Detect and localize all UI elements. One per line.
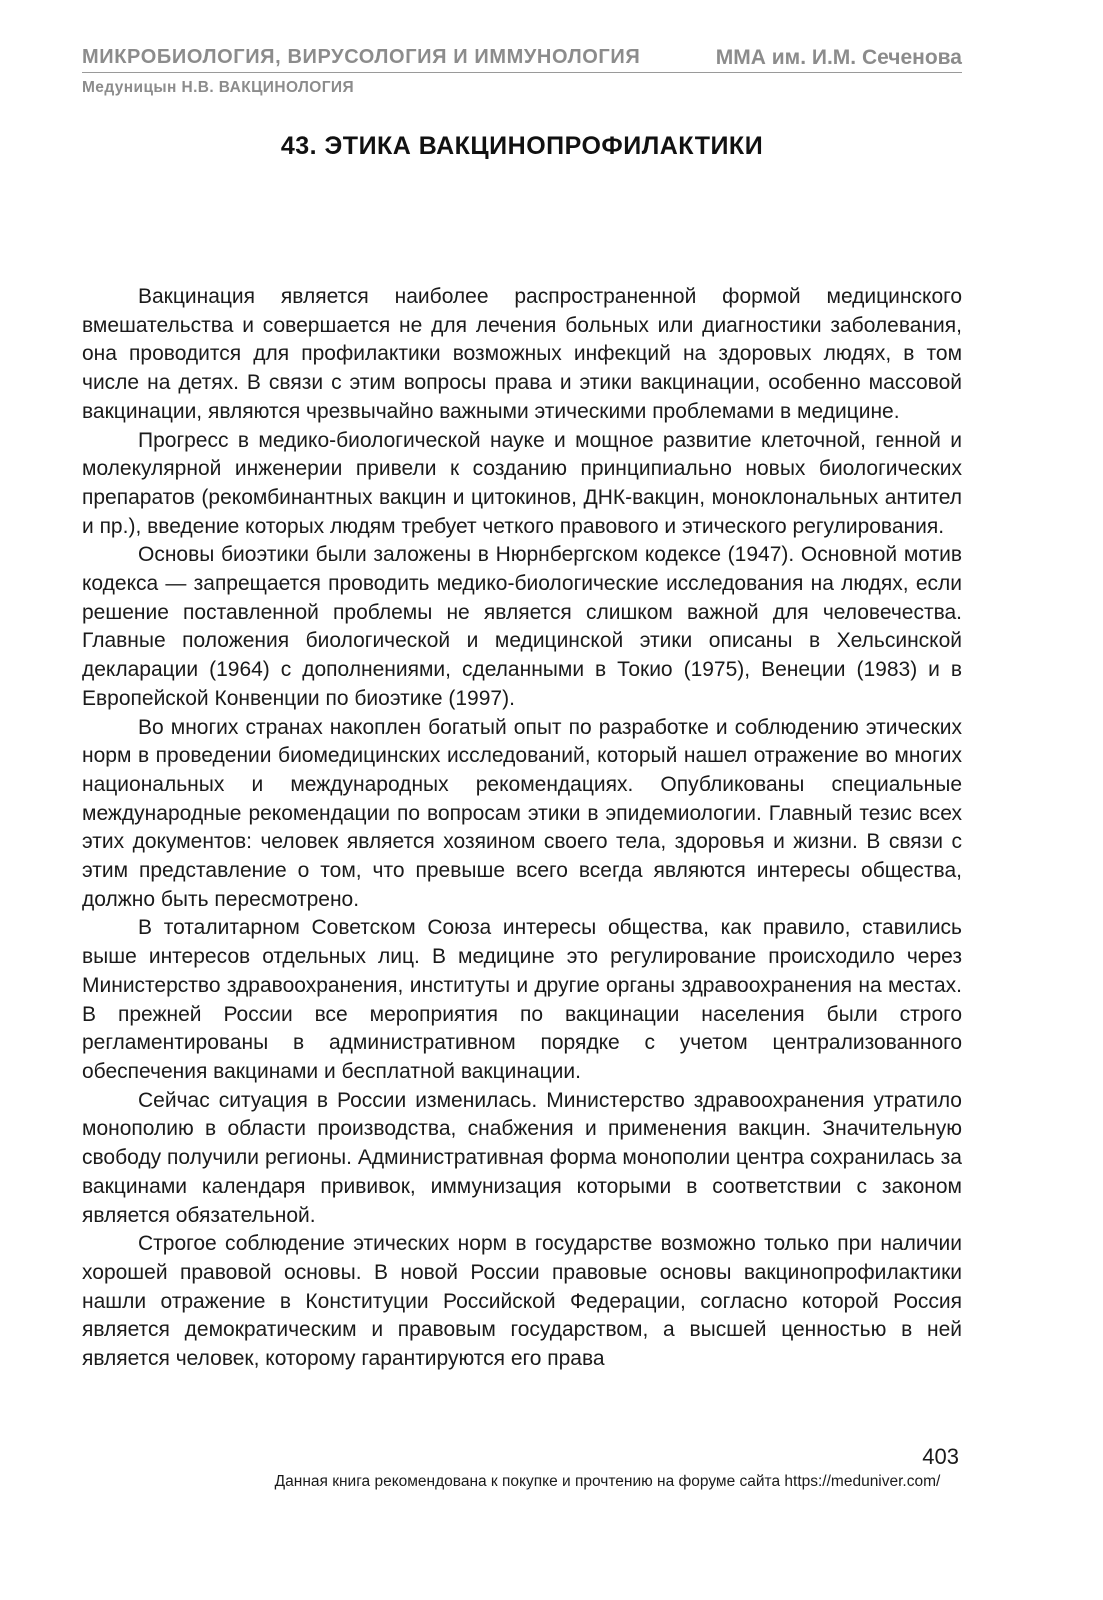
paragraph: В тоталитарном Советском Союза интересы общества, как правило, ставились выше интересов отдельных лиц. В медицине это регулирование происходило через Министерство здравоохранения, институты и другие органы здравоохранения на местах. В прежней России все мероприятия по вакцинации населения были строго регламентированы в административном порядке с учетом централизованного обеспечения вакцинами и бесплатной вакцинации. — [82, 916, 962, 1083]
header-institution: ММА им. И.М. Сеченова — [715, 46, 962, 69]
footer-note: Данная книга рекомендована к покупке и прочтению на форуме сайта https://meduniver.com/ — [274, 1473, 941, 1490]
chapter-title: 43. ЭТИКА ВАКЦИНОПРОФИЛАКТИКИ — [280, 132, 764, 160]
header-book-title: Медуницын Н.В. ВАКЦИНОЛОГИЯ — [82, 79, 355, 96]
paragraph: Основы биоэтики были заложены в Нюрнбергском кодексе (1947). Основной мотив кодекса — запрещается проводить медико-биологические исследования на людях, если решение поставленной проблемы не является слишком важной для человечества. Главные положения биологической и медицинской этики описаны в Хельсинской декларации (1964) с дополнениями, сделанными в Токио (1975), Венеции (1983) и в Европейской Конвенции по биоэтике (1997). — [82, 543, 962, 710]
paragraph: Сейчас ситуация в России изменилась. Министерство здравоохранения утратило монополию в области производства, снабжения и применения вакцин. Значительную свободу получили регионы. Административная форма монополии центра сохранилась за вакцинами календаря прививок, иммунизация которыми в соответствии с законом является обязательной. — [82, 1088, 962, 1227]
page-number: 403 — [922, 1444, 959, 1469]
chapter-body — [82, 283, 962, 1374]
paragraph: Прогресс в медико-биологической науке и мощное развитие клеточной, генной и молекулярной инженерии привели к созданию принципиально новых биологических препаратов (рекомбинантных вакцин и цитокинов, ДНК-вакцин, моноклональных антител и пр.), введение которых людям требует четкого правового и этического регулирования. — [82, 428, 962, 538]
paragraph: Вакцинация является наиболее распространенной формой медицинского вмешательства и совершается не для лечения больных или диагностики заболевания, она проводится для профилактики возможных инфекций на здоровых людях, в том числе на детях. В связи с этим вопросы права и этики вакцинации, особенно массовой вакцинации, являются чрезвычайно важными этическими проблемами в медицине. — [82, 285, 962, 423]
running-header — [82, 46, 962, 73]
paragraph: Во многих странах накоплен богатый опыт по разработке и соблюдению этических норм в проведении биомедицинских исследований, который нашел отражение во многих национальных и международных рекомендациях. Опубликованы специальные международные рекомендации по вопросам этики в эпидемиологии. Главный тезис всех этих документов: человек является хозяином своего тела, здоровья и жизни. В связи с этим представление о том, что превыше всего всегда являются интересы общества, должно быть пересмотрено. — [82, 715, 962, 911]
paragraph: Строгое соблюдение этических норм в государстве возможно только при наличии хорошей правовой основы. В новой России правовые основы вакцинопрофилактики нашли отражение в Конституции Российской Федерации, согласно которой Россия является демократическим и правовым государством, а высшей ценностью в ней является человек, которому гарантируются его права — [82, 1232, 962, 1371]
header-subject: МИКРОБИОЛОГИЯ, ВИРУСОЛОГИЯ И ИММУНОЛОГИЯ — [82, 46, 641, 68]
